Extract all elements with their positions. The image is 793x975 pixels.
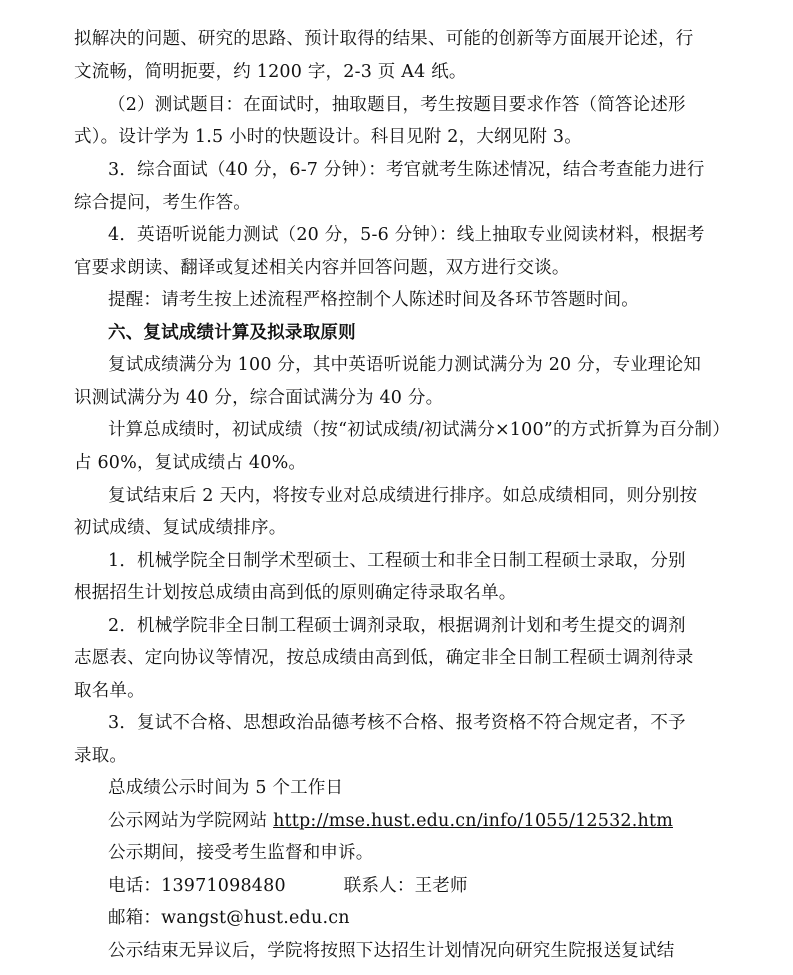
paragraph-line: （2）测试题目：在面试时，抽取题目，考生按题目要求作答（简答论述形 xyxy=(108,95,686,115)
paragraph-line: 官要求朗读、翻译或复述相关内容并回答问题，双方进行交谈。 xyxy=(74,258,570,278)
contact-person-label: 联系人： xyxy=(343,876,415,896)
phone-number: 13971098480 xyxy=(161,876,286,896)
supervision-line: 公示期间，接受考生监督和申诉。 xyxy=(108,843,374,863)
email-line xyxy=(0,906,793,930)
paragraph-line: 综合提问，考生作答。 xyxy=(74,193,251,213)
paragraph-line: 复试结束后 2 天内，将按专业对总成绩进行排序。如总成绩相同，则分别按 xyxy=(108,486,698,506)
contact-line xyxy=(0,874,793,898)
final-line: 公示结束无异议后，学院将按照下达招生计划情况向研究生院报送复试结 xyxy=(108,941,675,961)
paragraph-line: 志愿表、定向协议等情况，按总成绩由高到低，确定非全日制工程硕士调剂待录 xyxy=(74,648,694,668)
paragraph-line: 根据招生计划按总成绩由高到低的原则确定待录取名单。 xyxy=(74,583,517,603)
paragraph-line: 占 60%，复试成绩占 40%。 xyxy=(74,453,307,473)
paragraph-line: 取名单。 xyxy=(74,681,145,701)
publicity-period-line: 总成绩公示时间为 5 个工作日 xyxy=(108,778,344,798)
website-link[interactable]: http://mse.hust.edu.cn/info/1055/12532.htm xyxy=(273,811,673,831)
paragraph-line: 2．机械学院非全日制工程硕士调剂录取，根据调剂计划和考生提交的调剂 xyxy=(108,616,686,636)
phone-label: 电话： xyxy=(108,876,162,896)
paragraph-line: 计算总成绩时，初试成绩（按“初试成绩/初试满分×100”的方式折算为百分制） xyxy=(108,420,730,440)
paragraph-line: 识测试满分为 40 分，综合面试满分为 40 分。 xyxy=(74,388,444,408)
paragraph-line: 3．复试不合格、思想政治品德考核不合格、报考资格不符合规定者，不予 xyxy=(108,713,686,733)
contact-person-name: 王老师 xyxy=(414,876,468,896)
paragraph-line: 拟解决的问题、研究的思路、预计取得的结果、可能的创新等方面展开论述，行 xyxy=(74,29,694,49)
paragraph-line: 文流畅，简明扼要，约 1200 字，2-3 页 A4 纸。 xyxy=(74,62,467,82)
paragraph-line: 初试成绩、复试成绩排序。 xyxy=(74,518,287,538)
website-line xyxy=(0,809,793,833)
paragraph-line: 复试成绩满分为 100 分，其中英语听说能力测试满分为 20 分，专业理论知 xyxy=(108,355,702,375)
paragraph-line: 1．机械学院全日制学术型硕士、工程硕士和非全日制工程硕士录取，分别 xyxy=(108,551,686,571)
reminder-line: 提醒：请考生按上述流程严格控制个人陈述时间及各环节答题时间。 xyxy=(108,290,639,310)
paragraph-line: 3．综合面试（40 分，6-7 分钟）：考官就考生陈述情况，结合考查能力进行 xyxy=(108,160,705,180)
website-label: 公示网站为学院网站 xyxy=(108,811,274,831)
paragraph-line: 4．英语听说能力测试（20 分，5-6 分钟）：线上抽取专业阅读材料，根据考 xyxy=(108,225,705,245)
email-address: wangst@hust.edu.cn xyxy=(161,908,350,928)
section-heading: 六、复试成绩计算及拟录取原则 xyxy=(108,323,356,343)
paragraph-line: 式）。设计学为 1.5 小时的快题设计。科目见附 2，大纲见附 3。 xyxy=(74,127,582,147)
email-label: 邮箱： xyxy=(108,908,162,928)
paragraph-line: 录取。 xyxy=(74,746,128,766)
